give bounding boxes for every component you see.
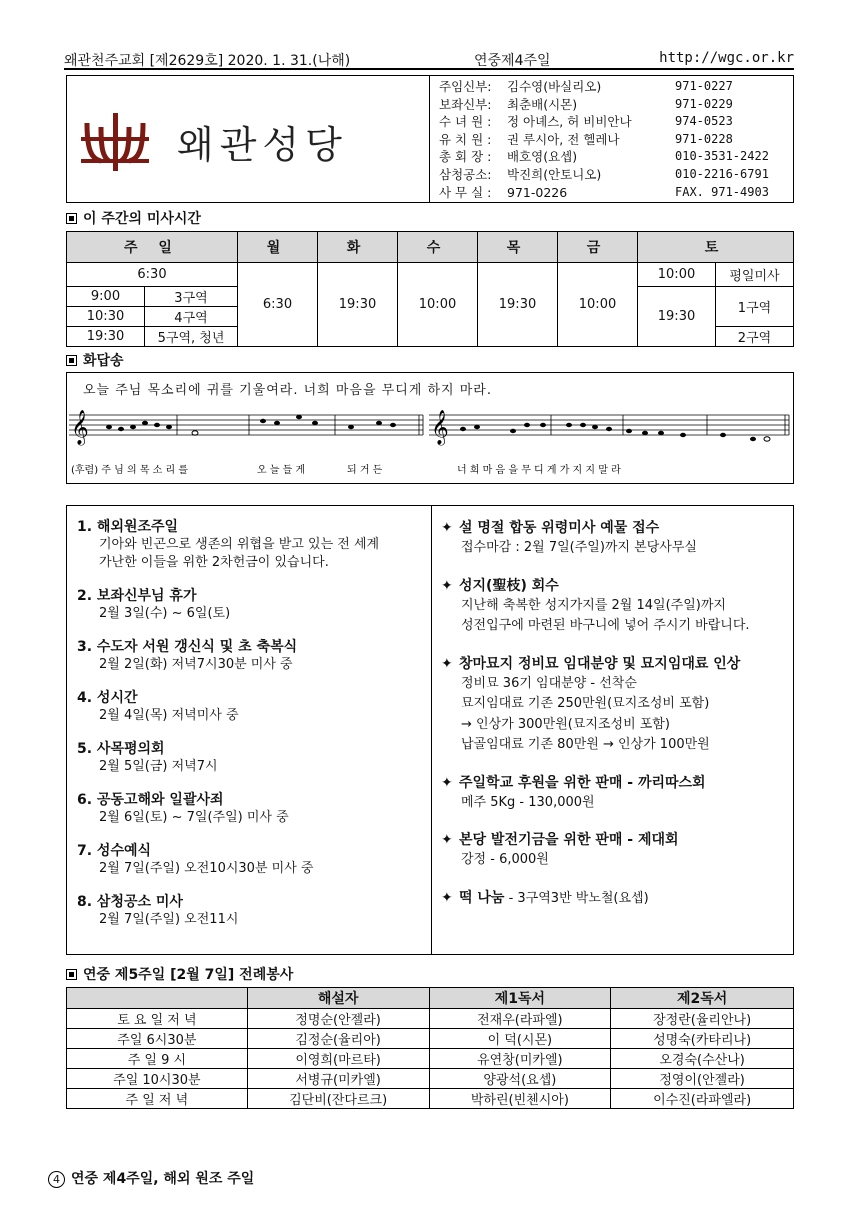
- staff-name: 권 루시아, 전 헬레나: [507, 131, 620, 147]
- announcement-title-text: 본당 발전기금을 위한 판매 - 제대회: [459, 832, 679, 848]
- staff-tel: 971-0227: [675, 79, 733, 93]
- service-header: 제2독서: [611, 988, 794, 1009]
- announcement-body: 기아와 빈곤으로 생존의 위협을 받고 있는 전 세계: [99, 537, 380, 552]
- staff-row: [439, 78, 789, 96]
- liturgy-service-table: [66, 987, 794, 1109]
- announcement-body: 2월 3일(수) ~ 6일(토): [99, 606, 231, 621]
- sunday-label: 4구역: [145, 307, 238, 327]
- table-row: [67, 1089, 794, 1109]
- service-person: 김정순(율리아): [247, 1029, 429, 1049]
- staff-row: [439, 184, 789, 202]
- sunday-time: 10:30: [67, 307, 145, 327]
- star-bullet-icon: ✦: [441, 655, 453, 672]
- staff-role: 주임신부:: [439, 79, 492, 94]
- announcement-body: 메주 5Kg - 130,000원: [461, 794, 595, 810]
- treble-clef-icon: 𝄞: [431, 410, 449, 445]
- announcement-item: [441, 773, 791, 814]
- staff-role: 유 치 원 :: [439, 131, 492, 147]
- staff-role: 삼청공소:: [439, 166, 492, 182]
- announcement-title: [441, 888, 791, 909]
- announcement-body: 성전입구에 마련된 바구니에 넣어 주시기 바랍니다.: [461, 618, 750, 633]
- announcement-title: 3. 수도자 서원 갱신식 및 초 축복식: [77, 639, 298, 655]
- announcement-item: [441, 518, 791, 559]
- sunday-time: 19:30: [67, 327, 145, 347]
- weekday-time: 10:00: [398, 263, 478, 347]
- page-number: 4: [48, 1171, 65, 1188]
- announcement-title: [441, 773, 791, 793]
- announcement-title: 8. 삼청공소 미사: [77, 894, 183, 910]
- announcement-body: 납골임대료 기존 80만원 → 인상가 100만원: [461, 737, 710, 752]
- table-row: [67, 1049, 794, 1069]
- announcement-body: 2월 7일(주일) 오전10시30분 미사 중: [99, 861, 314, 876]
- announcement-item: [77, 587, 422, 623]
- announcement-item: [441, 654, 791, 756]
- service-person: 양광석(요셉): [429, 1069, 611, 1089]
- announcement-title-text: 설 명절 합동 위령미사 예물 접수: [459, 520, 660, 536]
- star-bullet-icon: ✦: [441, 577, 453, 594]
- lyric-underlay: (후렴) 주 님 의 목 소 리 를: [71, 465, 188, 476]
- sunday-label: 5구역, 청년: [145, 327, 238, 347]
- star-bullet-icon: ✦: [441, 889, 453, 906]
- announcement-title: [441, 576, 791, 596]
- staff-tel: 971-0229: [675, 96, 733, 111]
- service-mass-label: 주일 10시30분: [67, 1069, 248, 1089]
- mass-section-title: 이 주간의 미사시간: [66, 208, 201, 228]
- parish-name: 왜관성당: [177, 123, 348, 167]
- service-mass-label: 주일 6시30분: [67, 1029, 248, 1049]
- announcement-item: [77, 638, 422, 674]
- announcement-title: 5. 사목평의회: [77, 741, 165, 757]
- staff-tel: 971-0228: [675, 131, 733, 146]
- psalm-section-title: 화답송: [66, 350, 124, 370]
- announcement-body: 2월 7일(주일) 오전11시: [99, 912, 239, 927]
- announcement-item: [77, 740, 422, 776]
- table-row: [67, 1069, 794, 1089]
- service-person: 전재우(라파엘): [429, 1009, 611, 1029]
- service-header: 제1독서: [429, 988, 611, 1009]
- service-person: 이수진(라파엘라): [611, 1089, 794, 1109]
- section-square-icon: [66, 355, 77, 366]
- weekday-time: 10:00: [558, 263, 638, 347]
- service-person: 정명순(안젤라): [247, 1009, 429, 1029]
- announcement-body: 묘지임대료 기존 250만원(묘지조성비 포함): [461, 696, 710, 711]
- col-header-tue: 화: [318, 232, 398, 263]
- announcements-box: [66, 505, 794, 955]
- announcement-item: [77, 893, 422, 929]
- weekday-time: 19:30: [318, 263, 398, 347]
- announcement-title: 1. 해외원조주일: [77, 519, 179, 535]
- service-mass-label: 주 일 저 녁: [67, 1089, 248, 1109]
- sunday-time: 9:00: [67, 287, 145, 307]
- staff-tel: 010-2216-6791: [675, 166, 769, 181]
- logo-area: [67, 76, 430, 202]
- service-person: 장정란(율리안나): [611, 1009, 794, 1029]
- section-square-icon: [66, 213, 77, 224]
- service-section-title: 연중 제5주일 [2월 7일] 전례봉사: [66, 964, 293, 984]
- announcements-left: [77, 518, 422, 944]
- col-header-mon: 월: [238, 232, 318, 263]
- bulletin-header: [64, 48, 794, 70]
- service-header: [67, 988, 248, 1009]
- announcement-body: 정비묘 36기 임대분양 - 선착순: [461, 675, 637, 691]
- staff-row: [439, 166, 789, 184]
- service-person: 이 덕(시몬): [429, 1029, 611, 1049]
- staff-name: 971-0226: [507, 184, 568, 200]
- sunday-label: 3구역: [145, 287, 238, 307]
- announcement-body: 접수마감 : 2월 7일(주일)까지 본당사무실: [461, 540, 697, 555]
- announcements-right: [441, 518, 791, 926]
- announcement-body: 2월 2일(화) 저녁7시30분 미사 중: [99, 657, 293, 672]
- star-bullet-icon: ✦: [441, 774, 453, 791]
- announcement-body: 강정 - 6,000원: [461, 852, 549, 867]
- announcement-title: 4. 성시간: [77, 690, 138, 706]
- page-footer: [48, 1168, 254, 1188]
- service-person: 김단비(잔다르크): [247, 1089, 429, 1109]
- staff-name: 정 아녜스, 허 비비안나: [507, 114, 632, 130]
- announcement-item: [77, 842, 422, 878]
- staff-role: 보좌신부:: [439, 96, 492, 112]
- table-row: [67, 1009, 794, 1029]
- sunday-time: 6:30: [67, 263, 238, 287]
- section-square-icon: [66, 969, 77, 980]
- saturday-label: 2구역: [716, 327, 794, 347]
- col-header-sunday: 주 일: [67, 232, 238, 263]
- announcement-title-text: 떡 나눔: [459, 889, 505, 906]
- announcement-title-text: 주일학교 후원을 위한 판매 - 까리따스회: [459, 774, 706, 791]
- weekday-time: 6:30: [238, 263, 318, 347]
- announcement-item: [77, 791, 422, 827]
- mass-schedule-table: [66, 231, 794, 347]
- staff-name: 박진희(안토니오): [507, 166, 602, 182]
- announcement-body: → 인상가 300만원(묘지조성비 포함): [461, 716, 670, 732]
- announcement-title: [441, 518, 791, 538]
- service-person: 박하린(빈첸시아): [429, 1089, 611, 1109]
- staff-row: [439, 148, 789, 166]
- announcement-body: 가난한 이들을 위한 2차헌금이 있습니다.: [99, 555, 329, 570]
- liturgical-day: 연중제4주일: [474, 53, 551, 69]
- saturday-time: 10:00: [638, 263, 716, 287]
- staff-name: 최춘배(시몬): [507, 96, 578, 112]
- column-divider: [431, 506, 432, 954]
- psalm-box: [66, 372, 794, 484]
- announcement-item: [441, 888, 791, 909]
- issue-info: 왜관천주교회 [제2629호] 2020. 1. 31.(나해): [64, 53, 351, 69]
- staff-name: 김수영(바실리오): [507, 79, 602, 94]
- service-mass-label: 토 요 일 저 녁: [67, 1009, 248, 1029]
- table-row: [67, 1029, 794, 1049]
- announcement-body: 2월 4일(목) 저녁미사 중: [99, 708, 239, 723]
- staff-tel: FAX. 971-4903: [675, 184, 769, 199]
- staff-row: [439, 131, 789, 149]
- staff-tel: 974-0523: [675, 114, 733, 129]
- service-header: 해설자: [247, 988, 429, 1009]
- announcement-title: [441, 654, 791, 674]
- church-logo-icon: [81, 109, 149, 171]
- lyric-underlay: 오 늘 들 게: [257, 465, 306, 476]
- announcement-item: [441, 576, 791, 637]
- col-header-thu: 목: [478, 232, 558, 263]
- service-mass-label: 주 일 9 시: [67, 1049, 248, 1069]
- staff-role: 총 회 장 :: [439, 149, 492, 165]
- masthead-box: [66, 75, 794, 203]
- announcement-body: 지난해 축복한 성지가지를 2월 14일(주일)까지: [461, 597, 726, 613]
- announcement-title-text: 성지(聖枝) 회수: [459, 577, 559, 594]
- service-person: 성명숙(카타리나): [611, 1029, 794, 1049]
- announcement-title-text: 창마묘지 정비묘 임대분양 및 묘지임대료 인상: [459, 655, 741, 672]
- service-person: 서병규(미카엘): [247, 1069, 429, 1089]
- star-bullet-icon: ✦: [441, 832, 453, 848]
- lyric-underlay: 너 희 마 음 을 무 디 게 가 지 지 말 라: [457, 465, 621, 476]
- saturday-label: 1구역: [716, 287, 794, 327]
- website-link[interactable]: http://wgc.or.kr: [659, 50, 794, 66]
- announcement-inline: - 3구역3반 박노철(요셉): [504, 890, 649, 906]
- announcement-item: [77, 518, 422, 572]
- col-header-wed: 수: [398, 232, 478, 263]
- service-person: 오경숙(수산나): [611, 1049, 794, 1069]
- staff-row: [439, 113, 789, 131]
- star-bullet-icon: ✦: [441, 520, 453, 536]
- announcement-title: [441, 830, 791, 850]
- announcement-title: 2. 보좌신부님 휴가: [77, 588, 197, 604]
- announcement-title: 7. 성수예식: [77, 843, 152, 859]
- col-header-sat: 토: [638, 232, 794, 263]
- weekday-time: 19:30: [478, 263, 558, 347]
- announcement-item: [441, 830, 791, 871]
- service-person: 유연창(미카엘): [429, 1049, 611, 1069]
- staff-directory: [439, 78, 789, 201]
- service-person: 정영이(안젤라): [611, 1069, 794, 1089]
- staff-name: 배호영(요셉): [507, 149, 578, 165]
- staff-role: 사 무 실 :: [439, 184, 492, 200]
- col-header-fri: 금: [558, 232, 638, 263]
- announcement-body: 2월 6일(토) ~ 7일(주일) 미사 중: [99, 810, 289, 825]
- service-person: 이영희(마르타): [247, 1049, 429, 1069]
- treble-clef-icon: 𝄞: [71, 410, 89, 445]
- announcement-body: 2월 5일(금) 저녁7시: [99, 759, 218, 774]
- staff-tel: 010-3531-2422: [675, 149, 769, 164]
- staff-role: 수 녀 원 :: [439, 114, 492, 130]
- saturday-time: 19:30: [638, 287, 716, 347]
- saturday-label: 평일미사: [716, 263, 794, 287]
- staff-row: [439, 96, 789, 114]
- announcement-item: [77, 689, 422, 725]
- footer-text: 연중 제4주일, 해외 원조 주일: [71, 1171, 255, 1187]
- announcement-title: 6. 공동고해와 일괄사죄: [77, 792, 224, 808]
- psalm-lyric: 오늘 주님 목소리에 귀를 기울여라. 너희 마음을 무디게 하지 마라.: [83, 383, 492, 398]
- music-staff: [67, 399, 793, 483]
- lyric-underlay: 되 거 든: [347, 465, 383, 476]
